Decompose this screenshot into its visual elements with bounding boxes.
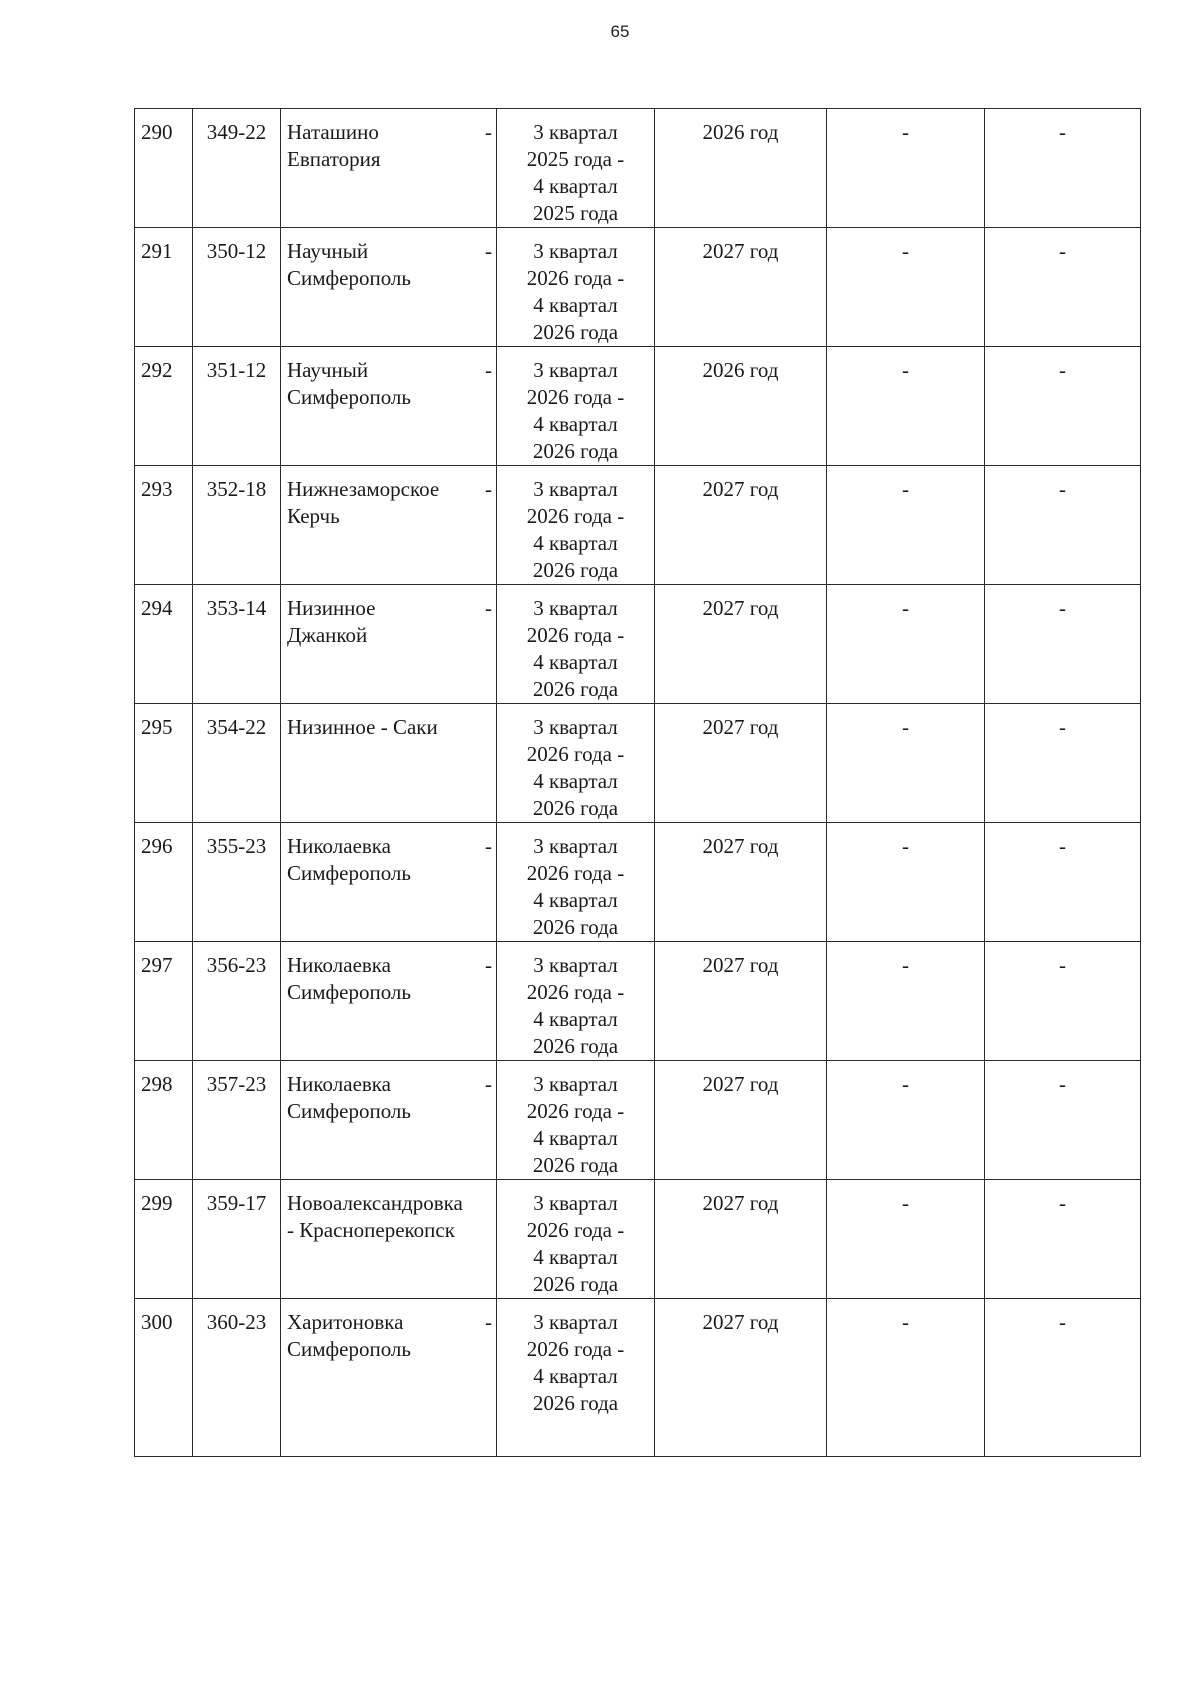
route-name-dash: -: [485, 1072, 492, 1096]
period-cell: [497, 942, 655, 1061]
year-cell: 2027 год: [655, 1180, 827, 1299]
route-code-cell: 360-23: [193, 1299, 281, 1457]
period-line: 4 квартал: [533, 1007, 618, 1031]
column-6-cell: -: [827, 1180, 985, 1299]
route-name-start: Николаевка: [287, 834, 392, 858]
column-6-cell: -: [827, 228, 985, 347]
period-line: 2026 года: [532, 320, 619, 344]
route-name-end: Керчь: [287, 504, 340, 528]
table-row: [135, 347, 1141, 466]
period-line: 4 квартал: [533, 531, 618, 555]
route-code-cell: 352-18: [193, 466, 281, 585]
period-cell: [497, 109, 655, 228]
column-6-cell: -: [827, 585, 985, 704]
route-name-cell: [281, 347, 497, 466]
column-7-cell: -: [985, 585, 1141, 704]
route-name-start: Харитоновка: [287, 1310, 404, 1334]
period-line: 4 квартал: [533, 769, 618, 793]
column-6-cell: -: [827, 347, 985, 466]
period-line: 2026 года: [532, 558, 619, 582]
year-cell: 2026 год: [655, 109, 827, 228]
route-name-end: Симферополь: [287, 266, 411, 290]
year-cell: 2027 год: [655, 823, 827, 942]
route-code-cell: 359-17: [193, 1180, 281, 1299]
column-6-cell: -: [827, 466, 985, 585]
route-name-start: Николаевка: [287, 1072, 392, 1096]
period-line: 2026 года -: [526, 1218, 625, 1242]
column-7-cell: -: [985, 1061, 1141, 1180]
period-line: 2026 года: [532, 1034, 619, 1058]
column-7-cell: -: [985, 942, 1141, 1061]
route-name-end: Симферополь: [287, 861, 411, 885]
route-code-cell: 354-22: [193, 704, 281, 823]
table-row: [135, 1061, 1141, 1180]
period-line: 4 квартал: [533, 650, 618, 674]
route-name-wrap: [287, 119, 490, 173]
period-line: 3 квартал: [533, 120, 618, 144]
period-line: 3 квартал: [533, 1310, 618, 1334]
period-cell: [497, 466, 655, 585]
table-row: [135, 466, 1141, 585]
period-line: 2026 года: [532, 677, 619, 701]
row-number-cell: 290: [135, 109, 193, 228]
row-number-cell: 297: [135, 942, 193, 1061]
period-line: 3 квартал: [533, 1072, 618, 1096]
period-line: 4 квартал: [533, 1364, 618, 1388]
route-name-wrap: [287, 476, 490, 530]
route-name-end: Симферополь: [287, 1099, 411, 1123]
period-cell: [497, 823, 655, 942]
route-name-wrap: [287, 1190, 490, 1244]
column-7-cell: -: [985, 1180, 1141, 1299]
period-line: 2026 года -: [526, 504, 625, 528]
row-number-cell: 300: [135, 1299, 193, 1457]
year-cell: 2026 год: [655, 347, 827, 466]
route-name-cell: [281, 466, 497, 585]
route-code-cell: 353-14: [193, 585, 281, 704]
period-line: 2026 года -: [526, 266, 625, 290]
row-number-cell: 299: [135, 1180, 193, 1299]
column-6-cell: -: [827, 942, 985, 1061]
route-name-cell: [281, 585, 497, 704]
route-name-cell: [281, 704, 497, 823]
period-line: 2026 года -: [526, 861, 625, 885]
period-line: 4 квартал: [533, 174, 618, 198]
route-name-wrap: [287, 357, 490, 411]
route-code-cell: 351-12: [193, 347, 281, 466]
route-code-cell: 349-22: [193, 109, 281, 228]
period-line: 4 квартал: [533, 1126, 618, 1150]
route-name-start: Николаевка: [287, 953, 392, 977]
period-line: 3 квартал: [533, 715, 618, 739]
route-name-start: Нижнезаморское: [287, 477, 440, 501]
column-7-cell: -: [985, 347, 1141, 466]
route-name-start: Новоалександровка: [287, 1191, 463, 1215]
year-cell: 2027 год: [655, 1061, 827, 1180]
period-line: 2026 года -: [526, 1099, 625, 1123]
route-name-cell: [281, 1180, 497, 1299]
period-line: 3 квартал: [533, 1191, 618, 1215]
route-name-cell: [281, 228, 497, 347]
column-6-cell: -: [827, 704, 985, 823]
row-number-cell: 292: [135, 347, 193, 466]
row-number-cell: 296: [135, 823, 193, 942]
year-cell: 2027 год: [655, 228, 827, 347]
period-line: 2026 года -: [526, 1337, 625, 1361]
period-cell: [497, 1061, 655, 1180]
route-name-cell: [281, 942, 497, 1061]
period-line: 3 квартал: [533, 596, 618, 620]
route-code-cell: 357-23: [193, 1061, 281, 1180]
table-row: [135, 585, 1141, 704]
period-line: 4 квартал: [533, 888, 618, 912]
route-code-cell: 355-23: [193, 823, 281, 942]
table-row: [135, 1180, 1141, 1299]
period-line: 2026 года: [532, 439, 619, 463]
period-line: 2026 года: [532, 1272, 619, 1296]
year-cell: 2027 год: [655, 585, 827, 704]
route-name-end: - Красноперекопск: [287, 1218, 455, 1242]
column-6-cell: -: [827, 823, 985, 942]
route-name-dash: -: [485, 953, 492, 977]
period-line: 2026 года -: [526, 742, 625, 766]
column-6-cell: -: [827, 109, 985, 228]
row-number-cell: 295: [135, 704, 193, 823]
year-cell: 2027 год: [655, 942, 827, 1061]
row-number-cell: 293: [135, 466, 193, 585]
period-line: 3 квартал: [533, 358, 618, 382]
table-row: [135, 942, 1141, 1061]
period-line: 2026 года -: [526, 980, 625, 1004]
route-name-end: Симферополь: [287, 980, 411, 1004]
route-name-end: Симферополь: [287, 1337, 411, 1361]
period-line: 2026 года -: [526, 623, 625, 647]
row-number-cell: 291: [135, 228, 193, 347]
period-line: 4 квартал: [533, 412, 618, 436]
period-line: 2026 года: [532, 796, 619, 820]
column-7-cell: -: [985, 466, 1141, 585]
route-name-dash: -: [485, 239, 492, 263]
route-name-dash: -: [485, 834, 492, 858]
route-name-end: Джанкой: [287, 623, 368, 647]
table-row: [135, 1299, 1141, 1457]
period-line: 3 квартал: [533, 239, 618, 263]
period-cell: [497, 347, 655, 466]
column-7-cell: -: [985, 109, 1141, 228]
route-name-start: Научный: [287, 358, 369, 382]
route-name-dash: -: [485, 120, 492, 144]
route-name-wrap: [287, 1071, 490, 1125]
period-cell: [497, 1180, 655, 1299]
period-line: 2025 года: [532, 201, 619, 225]
period-cell: [497, 704, 655, 823]
period-line: 4 квартал: [533, 1245, 618, 1269]
period-cell: [497, 585, 655, 704]
period-line: 2026 года -: [526, 385, 625, 409]
route-code-cell: 350-12: [193, 228, 281, 347]
year-cell: 2027 год: [655, 1299, 827, 1457]
period-cell: [497, 1299, 655, 1457]
route-name-end: Симферополь: [287, 385, 411, 409]
route-name-cell: [281, 109, 497, 228]
period-line: 3 квартал: [533, 834, 618, 858]
column-7-cell: -: [985, 704, 1141, 823]
route-name-start: Наташино: [287, 120, 379, 144]
period-line: 2026 года: [532, 1391, 619, 1415]
route-name-start: Низинное - Саки: [287, 715, 438, 739]
route-name-cell: [281, 1299, 497, 1457]
route-name-wrap: [287, 595, 490, 649]
route-name-wrap: [287, 833, 490, 887]
route-name-dash: -: [485, 596, 492, 620]
route-name-start: Низинное: [287, 596, 376, 620]
route-name-wrap: [287, 238, 490, 292]
table-row: [135, 228, 1141, 347]
route-name-dash: -: [485, 477, 492, 501]
routes-table: [134, 108, 1141, 1457]
period-cell: [497, 228, 655, 347]
route-name-cell: [281, 1061, 497, 1180]
period-line: 3 квартал: [533, 953, 618, 977]
column-6-cell: -: [827, 1061, 985, 1180]
route-code-cell: 356-23: [193, 942, 281, 1061]
table-row: [135, 823, 1141, 942]
period-line: 2025 года -: [526, 147, 625, 171]
period-line: 3 квартал: [533, 477, 618, 501]
route-name-start: Научный: [287, 239, 369, 263]
period-line: 4 квартал: [533, 293, 618, 317]
year-cell: 2027 год: [655, 704, 827, 823]
route-name-cell: [281, 823, 497, 942]
routes-table-body: [135, 109, 1141, 1457]
period-line: 2026 года: [532, 1153, 619, 1177]
period-line: 2026 года: [532, 915, 619, 939]
column-7-cell: -: [985, 823, 1141, 942]
table-row: [135, 704, 1141, 823]
route-name-dash: -: [485, 1310, 492, 1334]
table-row: [135, 109, 1141, 228]
route-name-wrap: [287, 714, 490, 741]
column-7-cell: -: [985, 228, 1141, 347]
route-name-dash: -: [485, 358, 492, 382]
year-cell: 2027 год: [655, 466, 827, 585]
row-number-cell: 294: [135, 585, 193, 704]
row-number-cell: 298: [135, 1061, 193, 1180]
column-7-cell: -: [985, 1299, 1141, 1457]
page-number: 65: [610, 22, 630, 41]
route-name-wrap: [287, 952, 490, 1006]
route-name-end: Евпатория: [287, 147, 381, 171]
route-name-wrap: [287, 1309, 490, 1363]
column-6-cell: -: [827, 1299, 985, 1457]
